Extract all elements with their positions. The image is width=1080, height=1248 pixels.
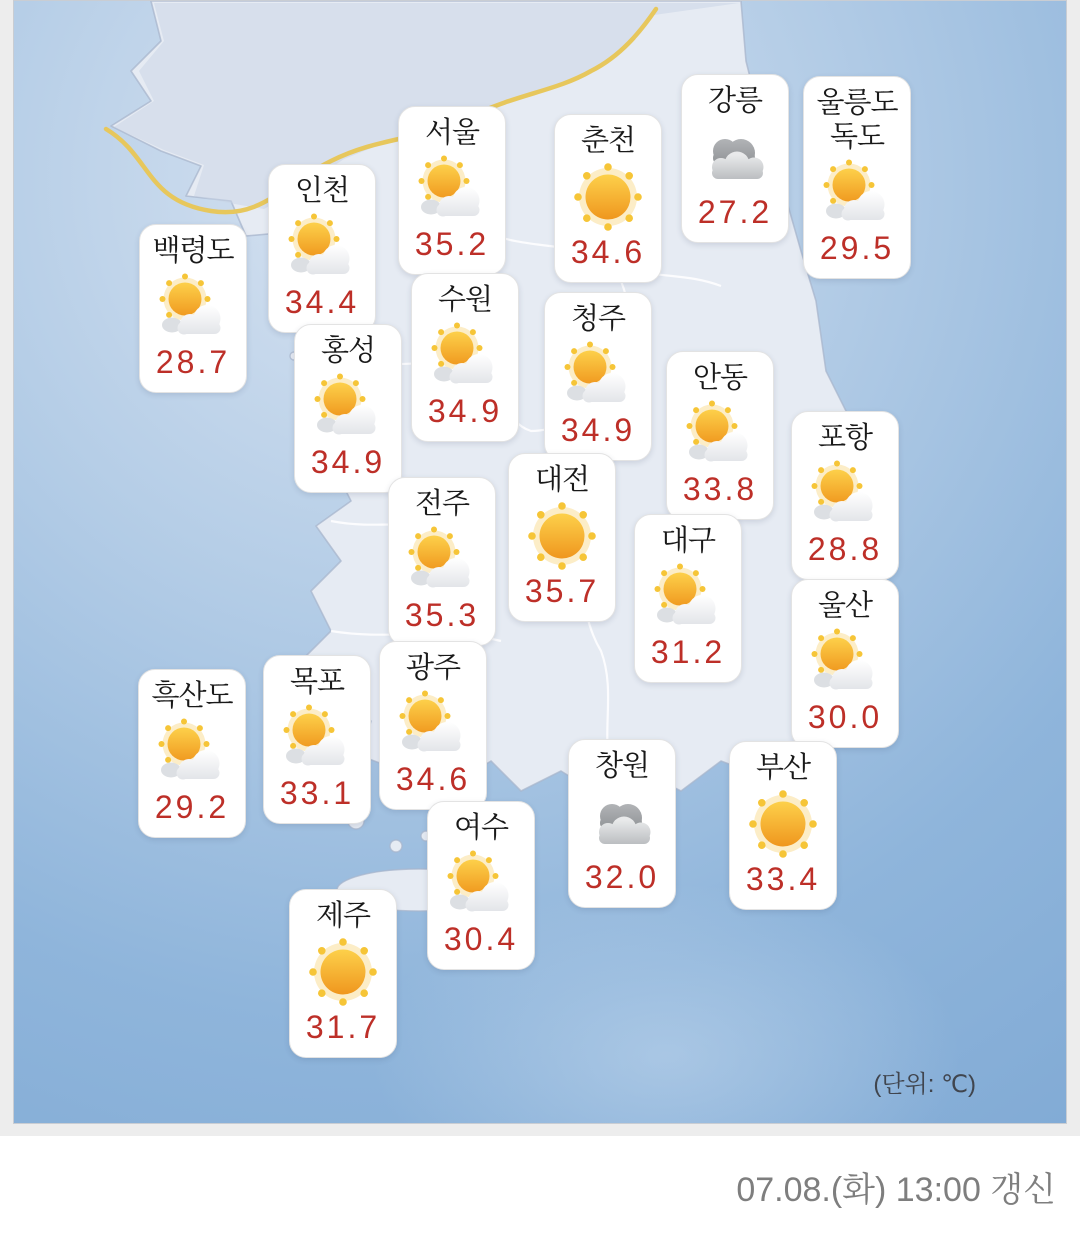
partly-sunny-icon	[157, 271, 229, 343]
temperature-value: 35.7	[524, 573, 600, 609]
cloudy-icon	[699, 121, 771, 193]
weather-card[interactable]	[139, 224, 247, 393]
weather-card[interactable]	[803, 76, 911, 279]
partly-sunny-icon	[684, 398, 756, 470]
city-label: 대전	[534, 464, 590, 496]
partly-sunny-icon	[809, 458, 881, 530]
temperature-value: 29.5	[819, 230, 895, 266]
temperature-value: 34.6	[570, 234, 646, 270]
sunny-icon	[307, 936, 379, 1008]
weather-card[interactable]	[634, 514, 742, 683]
cloudy-icon	[586, 786, 658, 858]
city-label-line2: 독도	[829, 121, 885, 153]
korea-weather-map	[13, 0, 1067, 1124]
temperature-value: 29.2	[154, 789, 230, 825]
city-label: 수원	[437, 284, 493, 316]
city-label: 춘천	[580, 125, 636, 157]
city-label: 서울	[424, 117, 480, 149]
city-label: 대구	[660, 525, 716, 557]
weather-card[interactable]	[379, 641, 487, 810]
weather-card[interactable]	[791, 579, 899, 748]
partly-sunny-icon	[445, 848, 517, 920]
weather-card[interactable]	[263, 655, 371, 824]
weather-card[interactable]	[791, 411, 899, 580]
city-label: 흑산도	[151, 680, 233, 712]
city-label: 제주	[315, 900, 371, 932]
city-label: 울산	[817, 590, 873, 622]
temperature-value: 28.7	[155, 344, 231, 380]
weather-card[interactable]	[681, 74, 789, 243]
city-label: 여수	[453, 812, 509, 844]
weather-card[interactable]	[398, 106, 506, 275]
weather-card[interactable]	[411, 273, 519, 442]
city-label: 창원	[594, 750, 650, 782]
weather-card[interactable]	[427, 801, 535, 970]
weather-card[interactable]	[544, 292, 652, 461]
temperature-value: 34.6	[395, 761, 471, 797]
city-label: 백령도	[152, 235, 234, 267]
city-label: 울릉도	[816, 87, 898, 119]
temperature-value: 33.1	[279, 775, 355, 811]
city-label: 광주	[405, 652, 461, 684]
temperature-value: 30.0	[807, 699, 883, 735]
city-label: 전주	[414, 488, 470, 520]
temperature-value: 30.4	[443, 921, 519, 957]
weather-card[interactable]	[508, 453, 616, 622]
temperature-value: 34.4	[284, 284, 360, 320]
unit-label: (단위: ℃)	[873, 1071, 976, 1098]
weather-card[interactable]	[666, 351, 774, 520]
weather-card[interactable]	[554, 114, 662, 283]
temperature-value: 27.2	[697, 194, 773, 230]
footer-bar	[0, 1136, 1080, 1248]
city-label: 청주	[570, 303, 626, 335]
temperature-value: 33.8	[682, 471, 758, 507]
city-label: 부산	[755, 752, 811, 784]
city-label: 포항	[817, 422, 873, 454]
partly-sunny-icon	[562, 339, 634, 411]
temperature-value: 35.3	[404, 597, 480, 633]
temperature-value: 32.0	[584, 859, 660, 895]
sunny-icon	[526, 500, 598, 572]
city-label: 목포	[289, 666, 345, 698]
partly-sunny-icon	[397, 688, 469, 760]
temperature-value: 34.9	[427, 393, 503, 429]
weather-card[interactable]	[729, 741, 837, 910]
temperature-value: 33.4	[745, 861, 821, 897]
weather-card[interactable]	[289, 889, 397, 1058]
weather-card[interactable]	[268, 164, 376, 333]
partly-sunny-icon	[416, 153, 488, 225]
temperature-value: 34.9	[560, 412, 636, 448]
weather-card[interactable]	[294, 324, 402, 493]
sunny-icon	[572, 161, 644, 233]
partly-sunny-icon	[286, 211, 358, 283]
city-label: 강릉	[707, 85, 763, 117]
sunny-icon	[747, 788, 819, 860]
partly-sunny-icon	[429, 320, 501, 392]
temperature-value: 31.7	[305, 1009, 381, 1045]
partly-sunny-icon	[406, 524, 478, 596]
partly-sunny-icon	[652, 561, 724, 633]
temperature-value: 28.8	[807, 531, 883, 567]
partly-sunny-icon	[821, 157, 893, 229]
weather-card[interactable]	[138, 669, 246, 838]
partly-sunny-icon	[281, 702, 353, 774]
weather-card[interactable]	[568, 739, 676, 908]
update-timestamp: 07.08.(화) 13:00 갱신	[736, 1171, 1056, 1209]
city-label: 안동	[692, 362, 748, 394]
city-label: 인천	[294, 175, 350, 207]
city-label: 홍성	[320, 335, 376, 367]
partly-sunny-icon	[312, 371, 384, 443]
partly-sunny-icon	[156, 716, 228, 788]
temperature-value: 34.9	[310, 444, 386, 480]
partly-sunny-icon	[809, 626, 881, 698]
weather-card[interactable]	[388, 477, 496, 646]
temperature-value: 35.2	[414, 226, 490, 262]
temperature-value: 31.2	[650, 634, 726, 670]
